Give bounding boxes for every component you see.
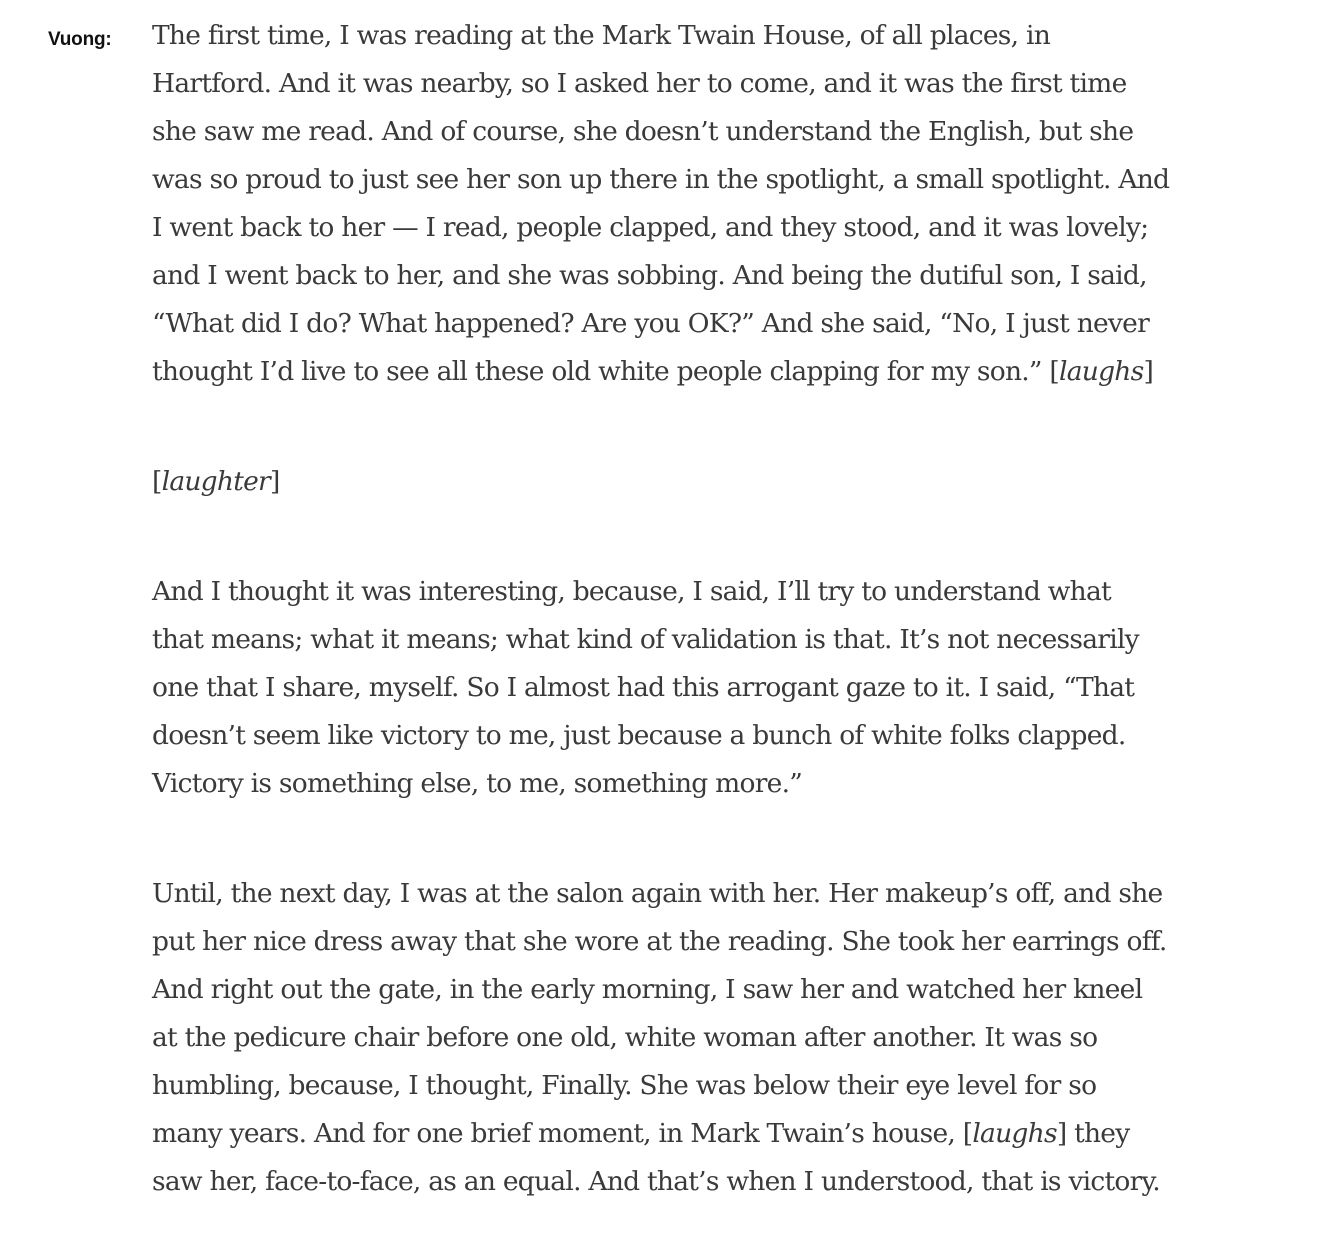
- transcript-line: [152, 760, 1252, 808]
- line-text: and I went back to her, and she was sobbing. And being the dutiful son, I said,: [152, 260, 1147, 291]
- transcript-body: [152, 12, 1252, 1206]
- line-text: I went back to her — I read, people clapped, and they stood, and it was lovely;: [152, 212, 1149, 243]
- line-text: one that I share, myself. So I almost had this arrogant gaze to it. I said, “That: [152, 672, 1135, 703]
- transcript-line: [152, 458, 1252, 506]
- line-text: doesn’t seem like victory to me, just because a bunch of white folks clapped.: [152, 720, 1126, 751]
- transcript-line: [152, 348, 1252, 396]
- line-text: ]: [1143, 356, 1154, 387]
- transcript-line: [152, 300, 1252, 348]
- line-text: And right out the gate, in the early morning, I saw her and watched her kneel: [152, 974, 1143, 1005]
- line-text: many years. And for one brief moment, in Mark Twain’s house, [: [152, 1118, 973, 1149]
- transcript-line: [152, 252, 1252, 300]
- line-text: put her nice dress away that she wore at the reading. She took her earrings off.: [152, 926, 1167, 957]
- line-text: And I thought it was interesting, because, I said, I’ll try to understand what: [152, 576, 1111, 607]
- stage-direction: laughs: [972, 1118, 1057, 1149]
- transcript-line: [152, 870, 1252, 918]
- transcript-line: [152, 616, 1252, 664]
- line-text: that means; what it means; what kind of validation is that. It’s not necessarily: [152, 624, 1139, 655]
- transcript-line: [152, 966, 1252, 1014]
- line-text: ]: [269, 466, 280, 497]
- line-text: humbling, because, I thought, Finally. She was below their eye level for so: [152, 1070, 1097, 1101]
- line-text: [: [152, 466, 162, 497]
- transcript-line: [152, 60, 1252, 108]
- transcript-line: [152, 712, 1252, 760]
- transcript-line: [152, 568, 1252, 616]
- line-text: Until, the next day, I was at the salon again with her. Her makeup’s off, and she: [152, 878, 1163, 909]
- transcript-line: [152, 1014, 1252, 1062]
- speaker-label: Vuong:: [48, 29, 112, 50]
- line-text: she saw me read. And of course, she doesn’t understand the English, but she: [152, 116, 1134, 147]
- transcript-paragraph: [152, 568, 1252, 808]
- transcript-line: [152, 204, 1252, 252]
- line-text: The first time, I was reading at the Mark Twain House, of all places, in: [152, 20, 1051, 51]
- transcript-paragraph: [152, 458, 1252, 506]
- transcript-line: [152, 156, 1252, 204]
- line-text: saw her, face-to-face, as an equal. And that’s when I understood, that is victory.: [152, 1166, 1160, 1197]
- line-text: was so proud to just see her son up there in the spotlight, a small spotlight. And: [152, 164, 1170, 195]
- transcript-line: [152, 918, 1252, 966]
- transcript-line: [152, 1110, 1252, 1158]
- line-text: thought I’d live to see all these old white people clapping for my son.” [: [152, 356, 1059, 387]
- transcript-line: [152, 1062, 1252, 1110]
- line-text: Victory is something else, to me, something more.”: [152, 768, 803, 799]
- transcript-paragraph: [152, 12, 1252, 396]
- line-text: Hartford. And it was nearby, so I asked her to come, and it was the first time: [152, 68, 1127, 99]
- line-text: “What did I do? What happened? Are you OK?” And she said, “No, I just never: [152, 308, 1150, 339]
- transcript-line: [152, 664, 1252, 712]
- transcript-line: [152, 12, 1252, 60]
- stage-direction: laughs: [1059, 356, 1144, 387]
- line-text: at the pedicure chair before one old, white woman after another. It was so: [152, 1022, 1098, 1053]
- transcript-line: [152, 108, 1252, 156]
- stage-direction: laughter: [161, 466, 270, 497]
- line-text: ] they: [1056, 1118, 1130, 1149]
- transcript-paragraph: [152, 870, 1252, 1206]
- transcript-line: [152, 1158, 1252, 1206]
